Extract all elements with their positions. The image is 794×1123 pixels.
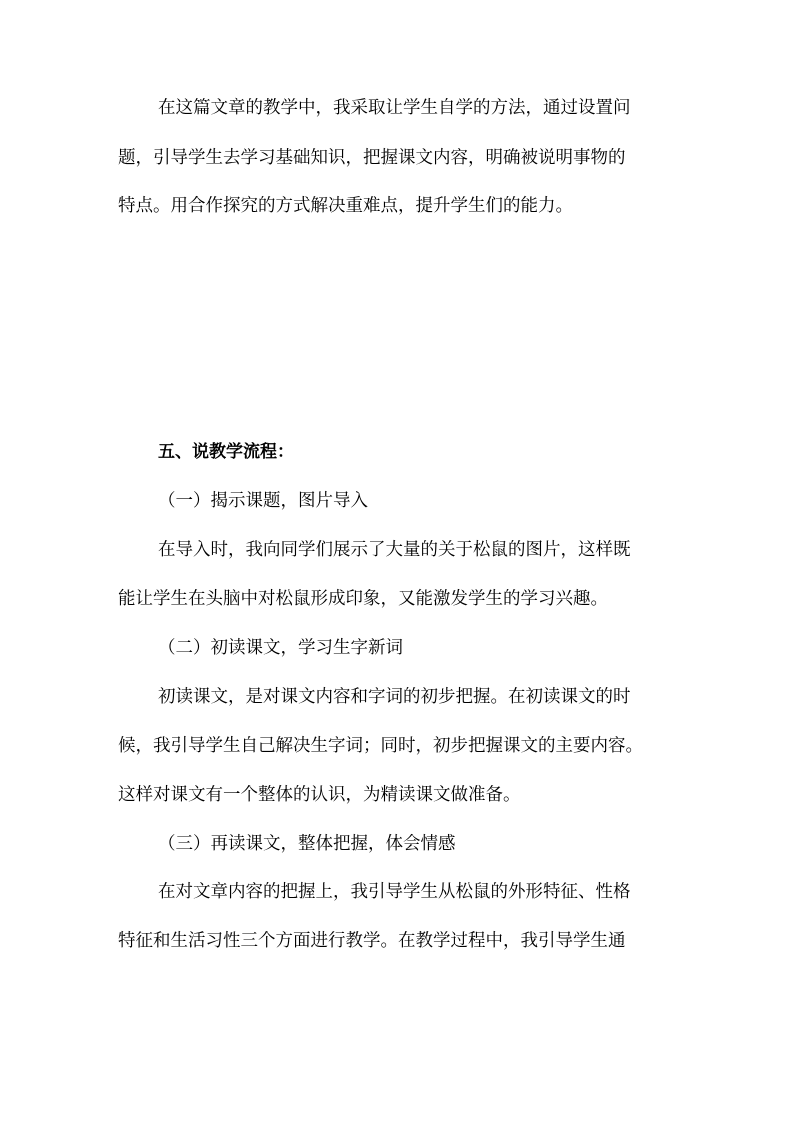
step1-line-1: 在导入时，我向同学们展示了大量的关于松鼠的图片，这样既 <box>158 540 631 560</box>
step1-title: （一）揭示课题，图片导入 <box>158 491 368 511</box>
step3-line-2: 特征和生活习性三个方面进行教学。在教学过程中，我引导学生通 <box>118 931 626 951</box>
step2-line-3: 这样对课文有一个整体的认识，为精读课文做准备。 <box>118 785 521 805</box>
intro-line-1: 在这篇文章的教学中，我采取让学生自学的方法，通过设置问 <box>158 98 631 118</box>
step2-line-2: 候，我引导学生自己解决生字词；同时，初步把握课文的主要内容。 <box>118 736 643 756</box>
step3-line-1: 在对文章内容的把握上，我引导学生从松鼠的外形特征、性格 <box>158 882 631 902</box>
step2-line-1: 初读课文，是对课文内容和字词的初步把握。在初读课文的时 <box>158 687 631 707</box>
intro-line-3: 特点。用合作探究的方式解决重难点，提升学生们的能力。 <box>118 196 573 216</box>
section-heading: 五、说教学流程： <box>158 442 294 462</box>
step1-line-2: 能让学生在头脑中对松鼠形成印象，又能激发学生的学习兴趣。 <box>118 589 608 609</box>
step2-title: （二）初读课文，学习生字新词 <box>158 638 403 658</box>
intro-line-2: 题，引导学生去学习基础知识，把握课文内容，明确被说明事物的 <box>118 148 626 168</box>
step3-title: （三）再读课文，整体把握，体会情感 <box>158 834 456 854</box>
